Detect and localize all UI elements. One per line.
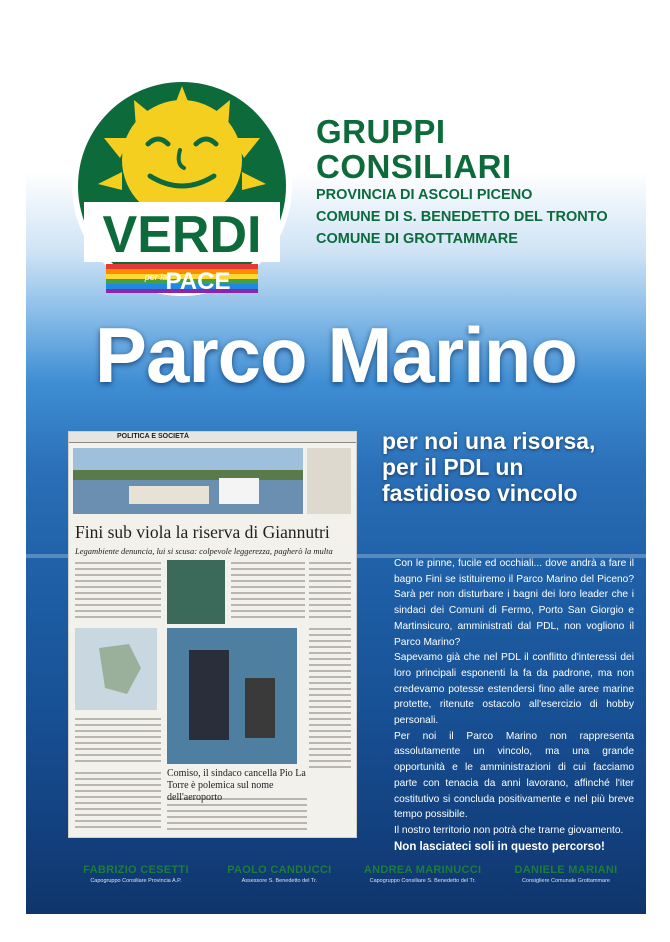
signer bbox=[66, 864, 206, 884]
tagline-line: per noi una risorsa, bbox=[382, 428, 596, 454]
body-paragraph: Per noi il Parco Marino non rappresenta assolutamente un vincolo, ma una grande opportunità e le amministrazioni di cui facciamo parte con tenacia da anni lavorano, affinché l'iter costitutivo si concluda positivamente e nel più breve tempo possibile. bbox=[394, 730, 634, 821]
header-subtitle: PROVINCIA DI ASCOLI PICENO bbox=[316, 187, 533, 203]
logo-pace-text: PACE bbox=[165, 268, 231, 295]
header bbox=[316, 114, 636, 250]
signer bbox=[353, 864, 493, 884]
tagline-line: fastidioso vincolo bbox=[382, 480, 578, 506]
clipping-subhead: Legambiente denuncia, lui si scusa: colpevole leggerezza, pagherò la multa bbox=[75, 546, 333, 556]
signer-role: Consigliere Comunale Grottammare bbox=[521, 878, 610, 884]
signers bbox=[66, 864, 636, 884]
tagline-block bbox=[382, 428, 640, 518]
body-paragraph: Il nostro territorio non potrà che trarne giovamento. bbox=[394, 824, 624, 836]
body-paragraph: Sapevamo già che nel PDL il conflitto d'interessi dei loro principali esponenti la fa da padrone, ma non credevamo potesse estendersi fino alle aree marine protette, ritenute ostacolo all'esercizio di hobby personali. bbox=[394, 652, 634, 727]
header-subtitle: COMUNE DI GROTTAMMARE bbox=[316, 231, 518, 247]
signer-name: DANIELE MARIANI bbox=[514, 864, 618, 876]
tagline-line: per il PDL un bbox=[382, 454, 524, 480]
signer-name: FABRIZIO CESETTI bbox=[83, 864, 189, 876]
signer-role: Assessore S. Benedetto del Tr. bbox=[241, 878, 318, 884]
clipping-second-headline: Comiso, il sindaco cancella Pio La Torre è polemica sul nome dell'aeroporto bbox=[167, 768, 306, 803]
clipping-headline: Fini sub viola la riserva di Giannutri bbox=[75, 522, 330, 542]
clipping-section: POLITICA E SOCIETÀ bbox=[117, 433, 190, 440]
closing-line: Non lasciateci soli in questo percorso! bbox=[394, 840, 605, 853]
body-paragraph: Con le pinne, fucile ed occhiali... dove andrà a fare il bagno Fini se istituiremo il Parco Marino del Piceno? Sarà per non disturbare i bagni dei loro leader che i sindaci dei Comuni di Fermo, Porto San Giorgio e Martinsicuro, amministrati dal PDL, non vogliono il Parco Marino? bbox=[394, 558, 634, 648]
tagline bbox=[382, 428, 640, 506]
main-title: Parco Marino bbox=[94, 311, 578, 399]
signer bbox=[209, 864, 349, 884]
logo-perla-text: per la bbox=[144, 272, 168, 282]
signer-name: ANDREA MARINUCCI bbox=[363, 864, 482, 876]
signer bbox=[496, 864, 636, 884]
header-subtitle: COMUNE DI S. BENEDETTO DEL TRONTO bbox=[316, 209, 608, 225]
verdi-logo bbox=[70, 72, 294, 300]
newspaper-clipping bbox=[68, 431, 357, 838]
signer-name: PAOLO CANDUCCI bbox=[227, 864, 332, 876]
body-text bbox=[394, 556, 634, 855]
signer-role: Capogruppo Consiliare Provincia A.P. bbox=[90, 878, 182, 884]
poster bbox=[26, 22, 646, 914]
header-title-2: CONSILIARI bbox=[316, 148, 512, 185]
header-title-1: GRUPPI bbox=[316, 113, 446, 150]
logo-verdi-text: VERDI bbox=[102, 206, 262, 264]
signer-role: Capogruppo Consiliare S. Benedetto del Tr. bbox=[369, 878, 476, 884]
